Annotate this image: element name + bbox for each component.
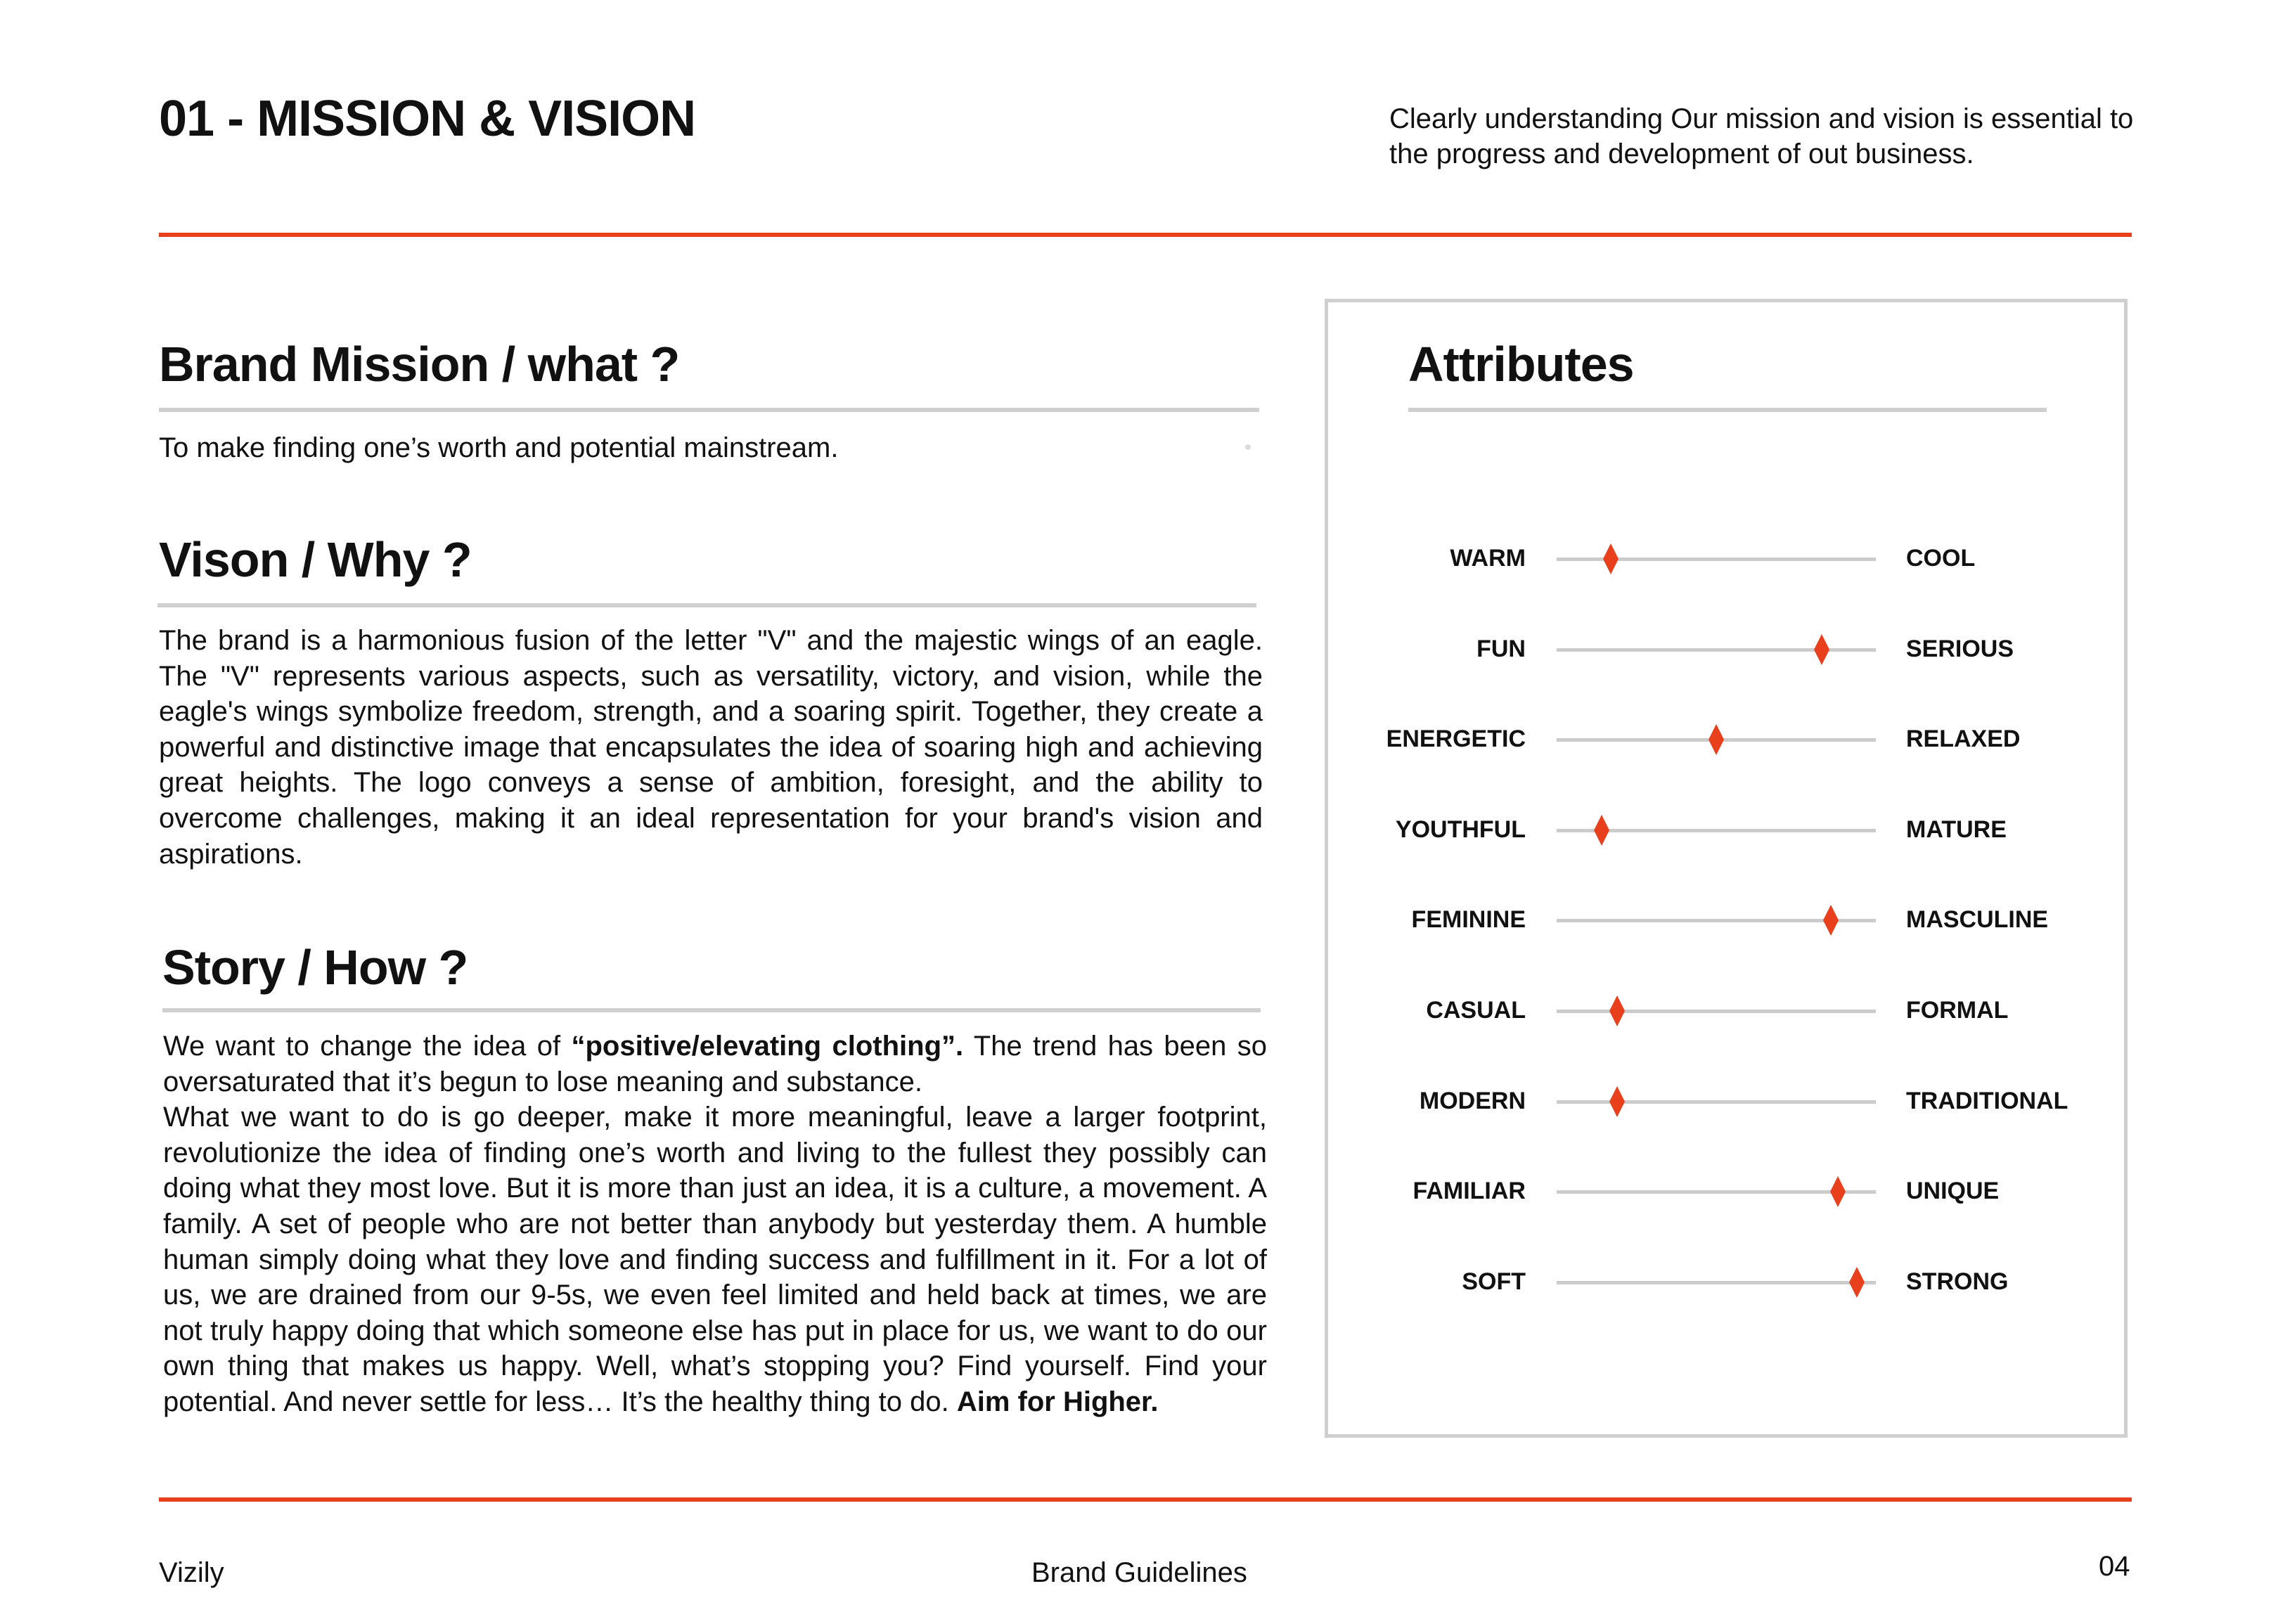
mission-text: To make finding one’s worth and potential mainstream. [159, 432, 839, 463]
attribute-marker-icon [1708, 724, 1724, 755]
story-p1-emphasis: “positive/elevating clothing”. [571, 1031, 964, 1062]
footer-document-title: Brand Guidelines [1031, 1557, 1247, 1588]
attribute-left-label: MODERN [1419, 1088, 1526, 1114]
attribute-marker-icon [1849, 1267, 1865, 1298]
attribute-marker-icon [1609, 1086, 1625, 1117]
attribute-left-label: CASUAL [1426, 997, 1526, 1024]
footer-divider [159, 1497, 2132, 1502]
attributes-panel [1325, 299, 2128, 1438]
attribute-marker-icon [1603, 543, 1619, 574]
attribute-marker-icon [1830, 1176, 1846, 1207]
attribute-left-label: FEMININE [1411, 906, 1526, 933]
story-p1-text: We want to change the idea of [163, 1031, 572, 1062]
attribute-scale-track [1557, 1100, 1876, 1104]
story-text [163, 1029, 1267, 1420]
attribute-marker-icon [1814, 634, 1829, 665]
attribute-left-label: ENERGETIC [1386, 726, 1526, 752]
attribute-right-label: RELAXED [1906, 726, 2021, 752]
attribute-scale-track [1557, 1190, 1876, 1194]
stray-dot [1245, 444, 1251, 450]
vision-heading: Vison / Why ? [159, 532, 472, 587]
attribute-right-label: FORMAL [1906, 997, 2009, 1024]
mission-divider [159, 408, 1259, 412]
attribute-left-label: FUN [1476, 636, 1526, 662]
footer-brand: Vizily [159, 1557, 224, 1588]
page-intro: Clearly understanding Our mission and vision is essential to the progress and development of out business. [1389, 103, 2134, 169]
attribute-right-label: TRADITIONAL [1906, 1088, 2068, 1114]
page-title: 01 - MISSION & VISION [159, 91, 696, 147]
attribute-right-label: STRONG [1906, 1268, 2009, 1295]
attribute-right-label: SERIOUS [1906, 636, 2014, 662]
attribute-marker-icon [1594, 815, 1609, 846]
attribute-marker-icon [1609, 995, 1625, 1026]
attributes-divider [1408, 408, 2047, 412]
attribute-scale-track [1557, 1281, 1876, 1284]
attribute-left-label: YOUTHFUL [1395, 816, 1526, 843]
attributes-heading: Attributes [1408, 337, 1634, 392]
mission-heading: Brand Mission / what ? [159, 337, 680, 392]
attribute-left-label: SOFT [1462, 1268, 1526, 1295]
attribute-marker-icon [1823, 905, 1839, 936]
attribute-right-label: UNIQUE [1906, 1178, 2000, 1204]
page-number: 04 [2099, 1551, 2130, 1582]
attribute-scale-track [1557, 1010, 1876, 1013]
story-p2-text: What we want to do is go deeper, make it more meaningful, leave a larger footprint, revolutionize the idea of finding one’s worth and living to the fullest they possibly can doing what they most love. But it is more than just an idea, it is a culture, a movement. A family. A set of people who are not better than anybody but yesterday them. A humble human simply doing what they love and finding success and fulfillment in it. For a lot of us, we are drained from our 9-5s, we even feel limited and held back at times, we are not truly happy doing that which someone else has put in place for us, we want to do our own thing that makes us happy. Well, what’s stopping you? Find yourself. Find your potential. And never settle for less… It’s the healthy thing to do. [163, 1102, 1267, 1417]
attribute-left-label: WARM [1450, 545, 1526, 572]
attribute-right-label: COOL [1906, 545, 1976, 572]
header-divider [159, 233, 2132, 237]
attribute-right-label: MASCULINE [1906, 906, 2049, 933]
story-p1-text-end: The trend has been so oversaturated that it’s begun to lose meaning and substance. [163, 1031, 1268, 1097]
story-heading: Story / How ? [162, 940, 468, 995]
attribute-left-label: FAMILIAR [1413, 1178, 1526, 1204]
story-tagline: Aim for Higher. [956, 1386, 1159, 1417]
story-divider [162, 1008, 1261, 1012]
vision-text: The brand is a harmonious fusion of the letter "V" and the majestic wings of an eagle. The "V" represents various aspects, such as versatility, victory, and vision, while the eagle's wings symbolize freedom, strength, and a soaring spirit. Together, they create a powerful and distinctive image that encapsulates the idea of soaring high and achieving great heights. The logo conveys a sense of ambition, foresight, and the ability to overcome challenges, making it an ideal representation for your brand's vision and aspirations. [159, 625, 1263, 870]
attribute-right-label: MATURE [1906, 816, 2007, 843]
vision-divider [157, 603, 1256, 607]
